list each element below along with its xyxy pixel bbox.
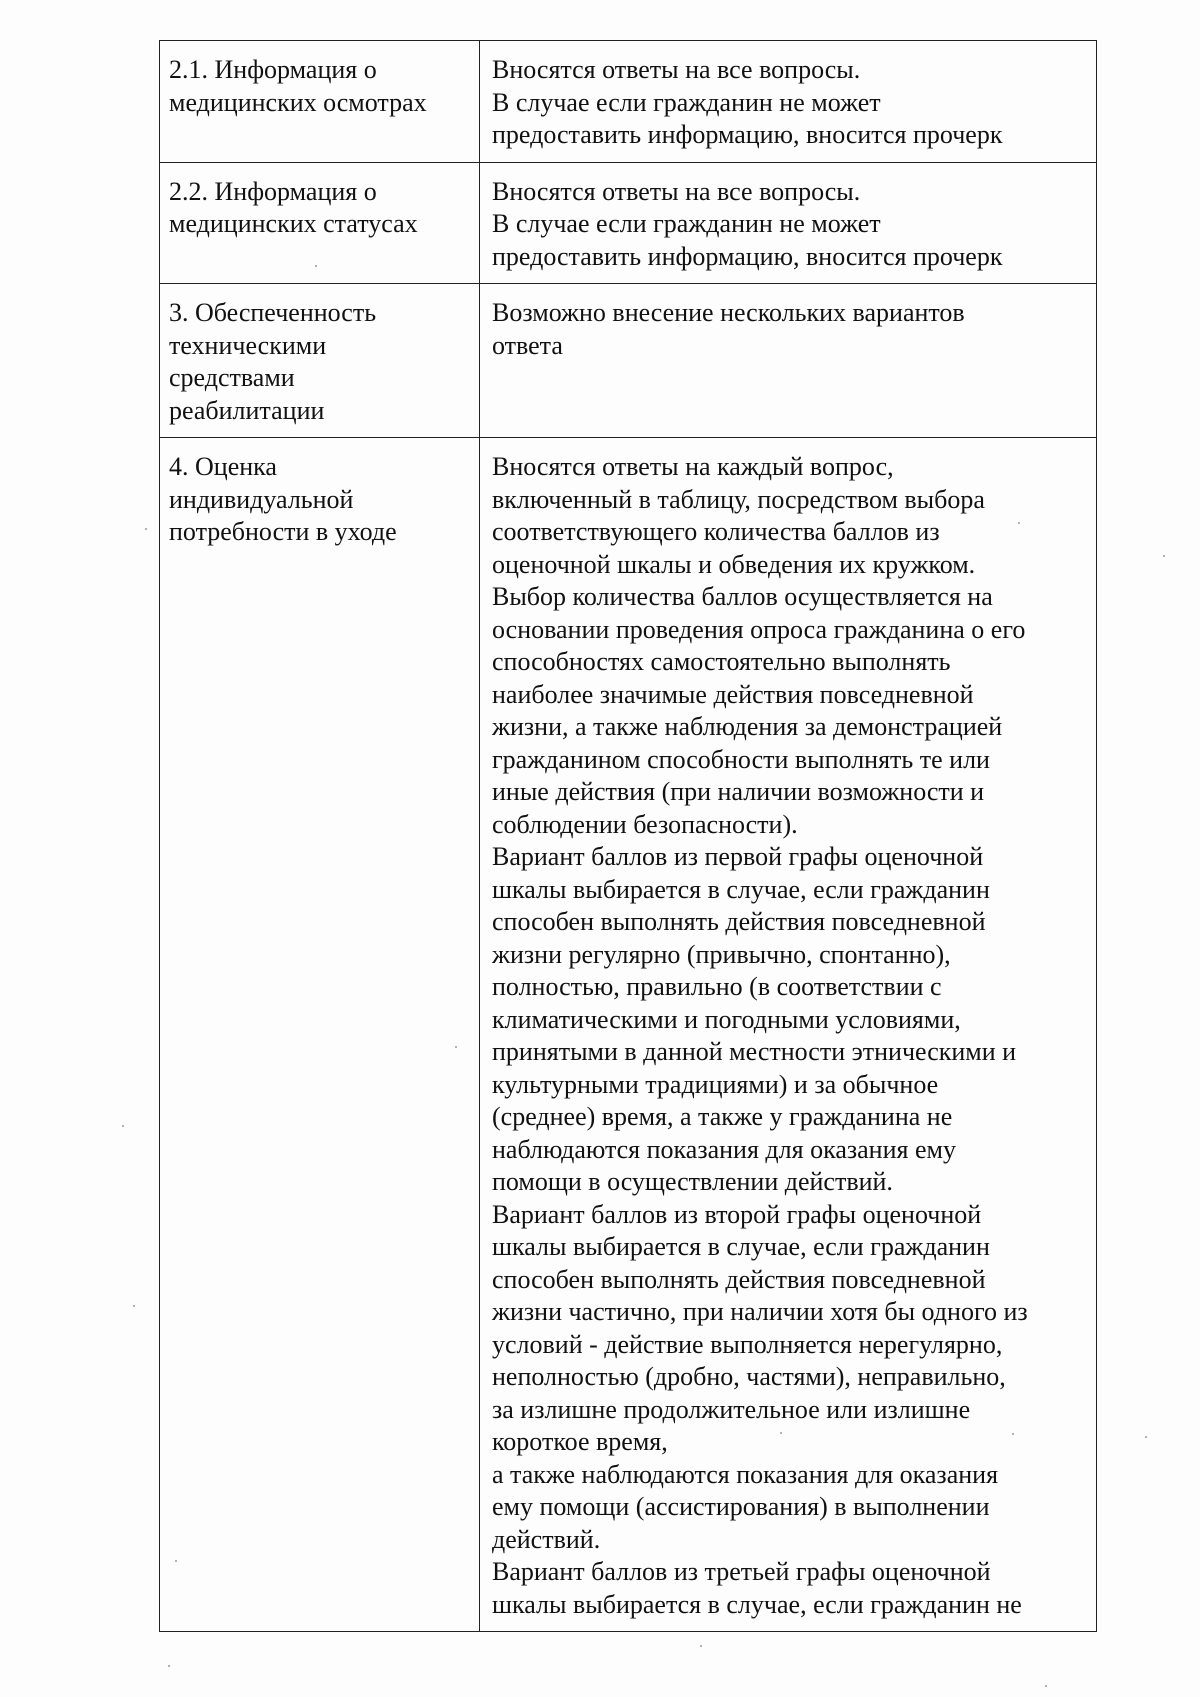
instruction-line: иные действия (при наличии возможности и xyxy=(492,777,985,806)
instruction-line: Вносятся ответы на все вопросы. xyxy=(492,55,861,84)
scan-speck xyxy=(455,1046,457,1048)
instruction-line: действий. xyxy=(492,1524,601,1554)
section-title-line: 2.1. Информация о xyxy=(169,55,377,84)
instruction-line: шкалы выбирается в случае, если гражданин xyxy=(492,874,990,904)
instruction-line: способен выполнять действия повседневной xyxy=(492,1264,986,1294)
section-title-cell xyxy=(160,162,480,284)
scan-speck xyxy=(133,1305,135,1307)
instruction-line: Вариант баллов из первой графы оценочной xyxy=(492,842,984,871)
instruction-line: ответа xyxy=(492,330,563,360)
table-row xyxy=(160,162,1097,284)
scan-speck xyxy=(700,1645,702,1647)
scan-speck xyxy=(145,528,147,530)
instruction-line: принятыми в данной местности этническими и xyxy=(492,1037,1017,1066)
instruction-line: наиболее значимые действия повседневной xyxy=(492,679,974,709)
instruction-line: помощи в осуществлении действий. xyxy=(492,1167,893,1196)
instruction-line: соблюдении безопасности). xyxy=(492,809,798,839)
scan-speck xyxy=(122,1125,124,1127)
instruction-line: жизни регулярно (привычно, спонтанно), xyxy=(492,939,951,969)
instruction-line: оценочной шкалы и обведения их кружком. xyxy=(492,549,976,579)
instruction-line: культурными традициями) и за обычное xyxy=(492,1069,939,1099)
instruction-line: способен выполнять действия повседневной xyxy=(492,907,986,936)
instruction-line: основании проведения опроса гражданина о его xyxy=(492,614,1026,644)
instruction-line: за излишне продолжительное или излишне xyxy=(492,1394,971,1424)
section-title-line: техническими xyxy=(169,330,327,360)
scan-speck xyxy=(1045,1685,1047,1687)
section-title-line: медицинских статусах xyxy=(169,209,418,238)
instruction-line: шкалы выбирается в случае, если гражданин xyxy=(492,1232,990,1261)
instruction-line: В случае если гражданин не может xyxy=(492,87,881,117)
instruction-line: а также наблюдаются показания для оказания xyxy=(492,1459,999,1489)
instruction-line: ему помощи (ассистирования) в выполнении xyxy=(492,1492,990,1521)
instruction-line: наблюдаются показания для оказания ему xyxy=(492,1134,956,1164)
instruction-line: жизни частично, при наличии хотя бы одного из xyxy=(492,1297,1028,1326)
instruction-line: Возможно внесение нескольких вариантов xyxy=(492,298,965,327)
section-title-line: 4. Оценка xyxy=(169,452,277,481)
section-title-cell xyxy=(160,41,480,163)
instruction-line: Вариант баллов из второй графы оценочной xyxy=(492,1199,982,1229)
instruction-line: условий - действие выполняется нерегулярно, xyxy=(492,1329,1003,1359)
scan-speck xyxy=(780,1432,782,1434)
table-row xyxy=(160,284,1097,438)
table-row xyxy=(160,438,1097,1632)
instruction-line: полностью, правильно (в соответствии с xyxy=(492,972,942,1001)
instruction-line: неполностью (дробно, частями), неправильно, xyxy=(492,1362,1006,1391)
section-title-line: потребности в уходе xyxy=(169,517,397,546)
section-title-line: реабилитации xyxy=(169,395,325,425)
instruction-line: жизни, а также наблюдения за демонстрацией xyxy=(492,712,1003,741)
instruction-line: Вариант баллов из третьей графы оценочной xyxy=(492,1557,991,1586)
instruction-line: гражданином способности выполнять те или xyxy=(492,744,990,774)
instruction-line: включенный в таблицу, посредством выбора xyxy=(492,484,985,514)
instruction-line: В случае если гражданин не может xyxy=(492,209,881,238)
instruction-line: Вносятся ответы на каждый вопрос, xyxy=(492,452,894,481)
instruction-line: способностях самостоятельно выполнять xyxy=(492,647,951,676)
scan-speck xyxy=(1012,1433,1014,1435)
instruction-line: (среднее) время, а также у гражданина не xyxy=(492,1102,953,1131)
section-title-cell xyxy=(160,438,480,1632)
instruction-line: предоставить информацию, вносится прочерк xyxy=(492,241,1003,271)
instruction-cell xyxy=(480,284,1097,438)
scan-speck xyxy=(1163,555,1165,557)
instruction-cell xyxy=(480,438,1097,1632)
instruction-line: шкалы выбирается в случае, если гражданин не xyxy=(492,1589,1022,1619)
scan-speck xyxy=(1018,522,1020,524)
section-title-line: 2.2. Информация о xyxy=(169,176,377,206)
instruction-line: предоставить информацию, вносится прочерк xyxy=(492,120,1003,149)
instruction-line: климатическими и погодными условиями, xyxy=(492,1004,961,1034)
section-title-line: медицинских осмотрах xyxy=(169,87,427,117)
scan-speck xyxy=(175,1560,177,1562)
table-body xyxy=(160,41,1097,1632)
instruction-line: Выбор количества баллов осуществляется на xyxy=(492,582,993,611)
section-title-line: средствами xyxy=(169,363,295,392)
section-title-line: индивидуальной xyxy=(169,484,354,514)
scan-speck xyxy=(168,1665,170,1667)
section-title-line: 3. Обеспеченность xyxy=(169,298,377,327)
table-row xyxy=(160,41,1097,163)
instruction-line: соответствующего количества баллов из xyxy=(492,517,940,546)
instruction-cell xyxy=(480,162,1097,284)
instruction-cell xyxy=(480,41,1097,163)
scan-speck xyxy=(315,265,317,267)
instruction-line: Вносятся ответы на все вопросы. xyxy=(492,176,861,206)
scan-speck xyxy=(1145,1436,1147,1438)
section-title-cell xyxy=(160,284,480,438)
instructions-table xyxy=(159,40,1097,1632)
instruction-line: короткое время, xyxy=(492,1427,668,1456)
